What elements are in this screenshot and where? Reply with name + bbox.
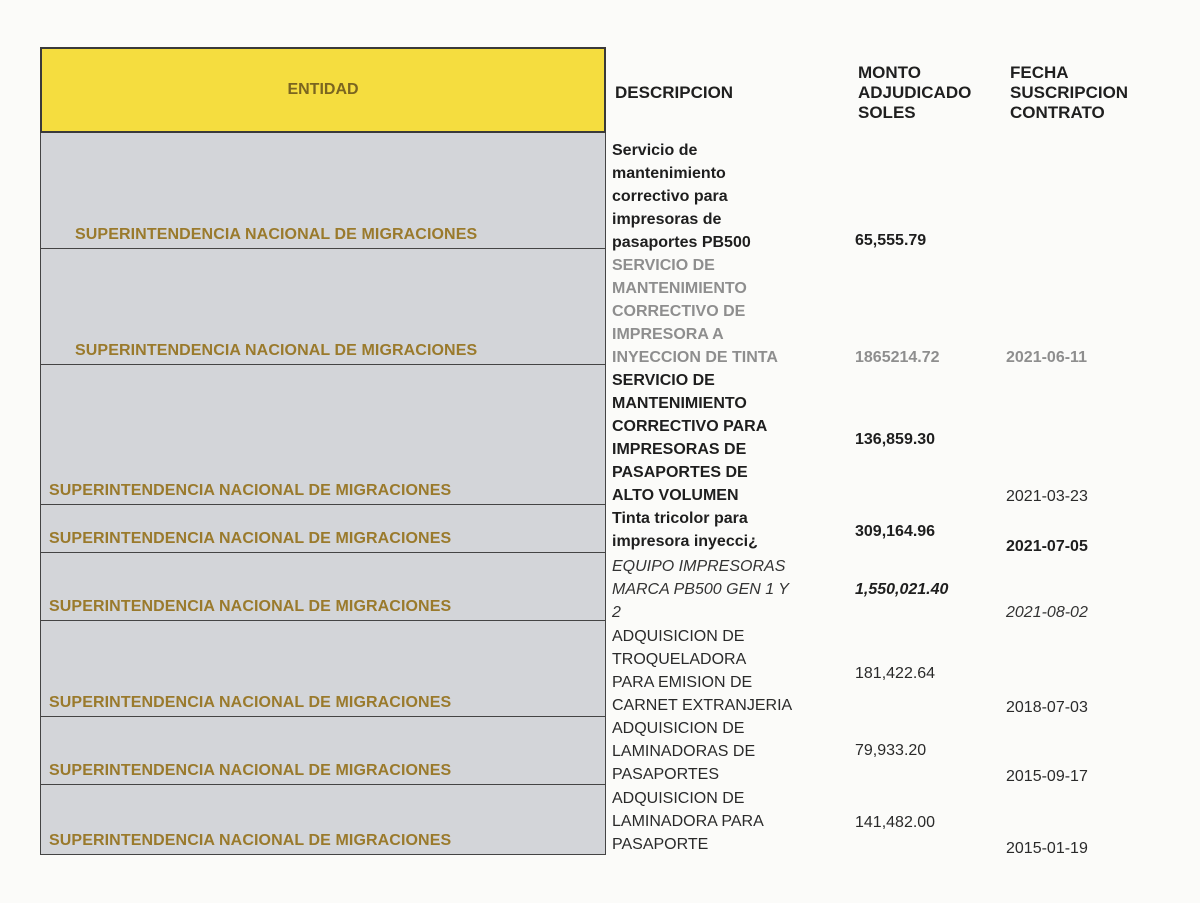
amount-cell: 181,422.64: [855, 665, 936, 682]
entity-cell: [40, 785, 606, 855]
date-cell: 2015-09-17: [1006, 768, 1088, 785]
description-cell: ADQUISICION DE TROQUELADORA PARA EMISION DE CARNET EXTRANJERIA: [612, 628, 793, 714]
header-fecha: FECHA SUSCRIPCION CONTRATO: [1010, 63, 1129, 122]
entity-label: SUPERINTENDENCIA NACIONAL DE MIGRACIONES: [49, 530, 452, 547]
description-cell: ADQUISICION DE LAMINADORAS DE PASAPORTES: [612, 720, 756, 783]
entity-cell: [40, 133, 606, 249]
description-cell: SERVICIO DE MANTENIMIENTO CORRECTIVO DE IMPRESORA A INYECCION DE TINTA: [612, 257, 778, 366]
entity-label: SUPERINTENDENCIA NACIONAL DE MIGRACIONES: [49, 832, 452, 849]
header-entidad: [40, 47, 606, 133]
entity-label: SUPERINTENDENCIA NACIONAL DE MIGRACIONES: [75, 342, 478, 359]
entity-cell: [40, 553, 606, 621]
description-cell: SERVICIO DE MANTENIMIENTO CORRECTIVO PARA IMPRESORAS DE PASAPORTES DE ALTO VOLUMEN: [612, 372, 768, 504]
entity-label: SUPERINTENDENCIA NACIONAL DE MIGRACIONES: [49, 762, 452, 779]
amount-cell: 136,859.30: [855, 431, 936, 448]
description-cell: EQUIPO IMPRESORAS MARCA PB500 GEN 1 Y 2: [612, 558, 789, 621]
entity-label: SUPERINTENDENCIA NACIONAL DE MIGRACIONES: [75, 226, 478, 243]
amount-cell: 309,164.96: [855, 523, 936, 540]
entity-label: SUPERINTENDENCIA NACIONAL DE MIGRACIONES: [49, 482, 452, 499]
entity-label: SUPERINTENDENCIA NACIONAL DE MIGRACIONES: [49, 694, 452, 711]
header-entidad-label: ENTIDAD: [287, 81, 359, 98]
entity-cell: [40, 249, 606, 365]
entity-cell: [40, 505, 606, 553]
header-monto: MONTO ADJUDICADO SOLES: [858, 63, 972, 122]
header-descripcion: DESCRIPCION: [615, 83, 734, 102]
amount-cell: 1,550,021.40: [855, 581, 949, 598]
date-cell: 2015-01-19: [1006, 840, 1088, 857]
amount-cell: 65,555.79: [855, 232, 927, 249]
description-cell: ADQUISICION DE LAMINADORA PARA PASAPORTE: [612, 790, 764, 853]
entity-cell: [40, 621, 606, 717]
amount-cell: 1865214.72: [855, 349, 940, 366]
amount-cell: 141,482.00: [855, 814, 936, 831]
entity-cell: [40, 717, 606, 785]
date-cell: 2018-07-03: [1006, 699, 1088, 716]
date-cell: 2021-03-23: [1006, 488, 1088, 505]
amount-cell: 79,933.20: [855, 742, 927, 759]
entity-label: SUPERINTENDENCIA NACIONAL DE MIGRACIONES: [49, 598, 452, 615]
description-cell: Tinta tricolor para impresora inyecci¿: [612, 510, 758, 550]
date-cell: 2021-07-05: [1006, 538, 1088, 555]
date-cell: 2021-08-02: [1006, 604, 1088, 621]
date-cell: 2021-06-11: [1006, 349, 1087, 366]
description-cell: Servicio de mantenimiento correctivo para impresoras de pasaportes PB500: [612, 142, 751, 251]
entity-cell: [40, 365, 606, 505]
